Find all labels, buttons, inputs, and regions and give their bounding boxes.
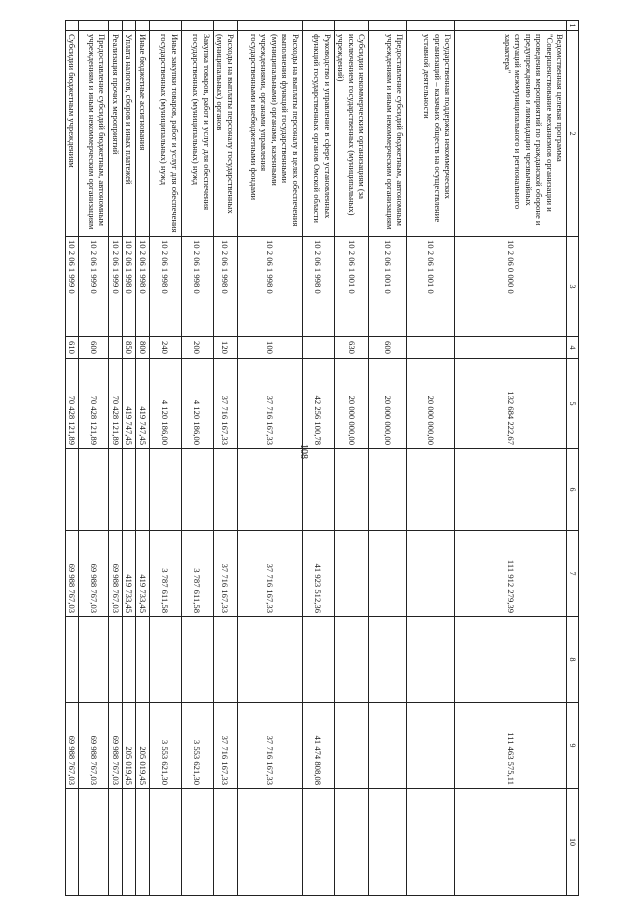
table-row — [149, 21, 181, 896]
row-col1-cell — [79, 21, 109, 31]
row-col7-amount: 69 988 767,03 — [109, 531, 122, 617]
row-kvr-cell — [302, 337, 334, 359]
row-col6-amount — [65, 449, 78, 531]
row-col5-amount: 4 120 186,00 — [149, 359, 181, 449]
row-code-cell: 10 2 06 0 000 0 — [455, 237, 567, 337]
column-number: 2 — [567, 31, 579, 237]
row-col8-amount — [369, 617, 407, 703]
row-col9-amount: 69 988 767,03 — [65, 703, 78, 789]
row-col1-cell — [109, 21, 122, 31]
row-col5-amount: 70 428 121,89 — [79, 359, 109, 449]
row-kvr-cell — [109, 337, 122, 359]
row-col9-amount: 3 553 621,30 — [149, 703, 181, 789]
row-col5-amount: 419 747,45 — [122, 359, 135, 449]
row-col6-amount — [455, 449, 567, 531]
row-kvr-cell: 800 — [136, 337, 149, 359]
row-col9-amount: 111 463 575,11 — [455, 703, 567, 789]
row-col8-amount — [334, 617, 368, 703]
row-col6-amount — [79, 449, 109, 531]
table-row — [455, 21, 567, 896]
row-code-cell: 10 2 06 1 998 0 — [302, 237, 334, 337]
row-col1-cell — [65, 21, 78, 31]
row-code-cell: 10 2 06 1 998 0 — [136, 237, 149, 337]
table-row — [334, 21, 368, 896]
row-name-cell: Ведомственная целевая программа "Совершенствование механизмов организации и проведения мероприятий по гражданской обороне и предупреждению и ликвидации чрезвычайных ситуаций межмуниципального и регионального характера" — [455, 31, 567, 237]
row-col7-amount: 3 787 611,58 — [181, 531, 213, 617]
row-col5-amount: 37 716 167,33 — [213, 359, 237, 449]
row-name-cell: Реализация прочих мероприятий — [109, 31, 122, 237]
table-row — [122, 21, 135, 896]
row-col8-amount — [109, 617, 122, 703]
row-kvr-cell: 600 — [369, 337, 407, 359]
row-col8-amount — [302, 617, 334, 703]
row-name-cell: Предоставление субсидий бюджетным, автономным учреждениям и иным некоммерческим организациям — [369, 31, 407, 237]
row-col10-amount — [369, 789, 407, 896]
row-col8-amount — [237, 617, 302, 703]
table-row — [136, 21, 149, 896]
row-col9-amount: 69 988 767,03 — [109, 703, 122, 789]
row-col8-amount — [407, 617, 455, 703]
row-col6-amount — [181, 449, 213, 531]
row-col9-amount: 69 988 767,03 — [79, 703, 109, 789]
row-col5-amount: 419 747,45 — [136, 359, 149, 449]
row-kvr-cell: 630 — [334, 337, 368, 359]
row-col10-amount — [213, 789, 237, 896]
row-col8-amount — [181, 617, 213, 703]
row-col10-amount — [334, 789, 368, 896]
row-col10-amount — [79, 789, 109, 896]
table-row — [181, 21, 213, 896]
row-col5-amount: 4 120 186,00 — [181, 359, 213, 449]
row-col10-amount — [149, 789, 181, 896]
row-col6-amount — [407, 449, 455, 531]
row-col10-amount — [109, 789, 122, 896]
row-col10-amount — [237, 789, 302, 896]
column-number: 4 — [567, 337, 579, 359]
row-col5-amount: 20 000 000,00 — [334, 359, 368, 449]
row-col10-amount — [65, 789, 78, 896]
row-col8-amount — [149, 617, 181, 703]
row-col5-amount: 132 684 222,67 — [455, 359, 567, 449]
row-col9-amount — [369, 703, 407, 789]
row-kvr-cell — [407, 337, 455, 359]
row-code-cell: 10 2 06 1 999 0 — [79, 237, 109, 337]
row-col7-amount — [407, 531, 455, 617]
row-col6-amount — [369, 449, 407, 531]
row-col8-amount — [455, 617, 567, 703]
row-col6-amount — [213, 449, 237, 531]
row-name-cell: Закупка товаров, работ и услуг для обеспечения государственных (муниципальных) нужд — [181, 31, 213, 237]
row-col7-amount: 37 716 167,33 — [237, 531, 302, 617]
row-name-cell: Иные закупки товаров, работ и услуг для обеспечения государственных (муниципальных) нужд — [149, 31, 181, 237]
row-col5-amount: 70 428 121,89 — [65, 359, 78, 449]
table-row — [369, 21, 407, 896]
row-name-cell: Руководство и управление в сфере установленных функций государственных органов Омской области — [302, 31, 334, 237]
row-col9-amount: 41 474 808,08 — [302, 703, 334, 789]
row-col7-amount: 419 733,45 — [122, 531, 135, 617]
row-kvr-cell: 610 — [65, 337, 78, 359]
column-number: 3 — [567, 237, 579, 337]
row-col5-amount: 20 000 000,00 — [369, 359, 407, 449]
row-code-cell: 10 2 06 1 998 0 — [181, 237, 213, 337]
row-kvr-cell: 600 — [79, 337, 109, 359]
row-code-cell: 10 2 06 1 999 0 — [109, 237, 122, 337]
row-col7-amount: 69 988 767,03 — [79, 531, 109, 617]
row-code-cell: 10 2 06 1 001 0 — [369, 237, 407, 337]
row-col9-amount: 205 019,45 — [122, 703, 135, 789]
page-number: 108 — [298, 444, 309, 459]
row-col9-amount: 37 716 167,33 — [213, 703, 237, 789]
row-col9-amount: 37 716 167,33 — [237, 703, 302, 789]
row-col9-amount — [334, 703, 368, 789]
row-code-cell: 10 2 06 1 001 0 — [334, 237, 368, 337]
row-col9-amount: 3 553 621,30 — [181, 703, 213, 789]
row-col8-amount — [136, 617, 149, 703]
row-name-cell: Расходы на выплаты персоналу государственных (муниципальных) органов — [213, 31, 237, 237]
table-row — [213, 21, 237, 896]
row-col8-amount — [65, 617, 78, 703]
row-name-cell: Субсидии бюджетным учреждениям — [65, 31, 78, 237]
column-number: 8 — [567, 617, 579, 703]
row-name-cell: Иные бюджетные ассигнования — [136, 31, 149, 237]
row-col1-cell — [181, 21, 213, 31]
row-kvr-cell — [455, 337, 567, 359]
row-col7-amount: 3 787 611,58 — [149, 531, 181, 617]
column-number-row — [567, 21, 579, 896]
row-name-cell: Субсидии некоммерческим организациям (за исключением государственных (муниципальных) учреждений) — [334, 31, 368, 237]
row-col1-cell — [122, 21, 135, 31]
row-col10-amount — [302, 789, 334, 896]
row-col6-amount — [149, 449, 181, 531]
column-number: 1 — [567, 21, 579, 31]
row-code-cell: 10 2 06 1 998 0 — [122, 237, 135, 337]
row-col7-amount — [334, 531, 368, 617]
row-col10-amount — [122, 789, 135, 896]
row-col8-amount — [79, 617, 109, 703]
row-col10-amount — [136, 789, 149, 896]
column-number: 9 — [567, 703, 579, 789]
row-code-cell: 10 2 06 1 001 0 — [407, 237, 455, 337]
row-col9-amount — [407, 703, 455, 789]
column-number: 7 — [567, 531, 579, 617]
row-code-cell: 10 2 06 1 998 0 — [237, 237, 302, 337]
row-kvr-cell: 100 — [237, 337, 302, 359]
row-col5-amount: 70 428 121,89 — [109, 359, 122, 449]
column-number: 6 — [567, 449, 579, 531]
row-col6-amount — [136, 449, 149, 531]
row-col8-amount — [122, 617, 135, 703]
table-row — [79, 21, 109, 896]
row-col1-cell — [136, 21, 149, 31]
row-col6-amount — [302, 449, 334, 531]
table-body — [65, 21, 578, 896]
table-row — [65, 21, 78, 896]
row-col10-amount — [455, 789, 567, 896]
budget-table — [65, 20, 579, 896]
row-col1-cell — [237, 21, 302, 31]
row-col5-amount: 37 716 167,33 — [237, 359, 302, 449]
row-col9-amount: 205 019,45 — [136, 703, 149, 789]
row-kvr-cell: 200 — [181, 337, 213, 359]
row-col10-amount — [407, 789, 455, 896]
row-kvr-cell: 120 — [213, 337, 237, 359]
table-row — [302, 21, 334, 896]
row-col1-cell — [369, 21, 407, 31]
row-col8-amount — [213, 617, 237, 703]
table-row — [237, 21, 302, 896]
row-col6-amount — [334, 449, 368, 531]
row-col7-amount: 69 988 767,03 — [65, 531, 78, 617]
row-kvr-cell: 240 — [149, 337, 181, 359]
row-col7-amount: 41 923 512,36 — [302, 531, 334, 617]
row-col6-amount — [237, 449, 302, 531]
row-col7-amount — [369, 531, 407, 617]
row-col1-cell — [213, 21, 237, 31]
row-kvr-cell: 850 — [122, 337, 135, 359]
row-code-cell: 10 2 06 1 999 0 — [65, 237, 78, 337]
row-col1-cell — [302, 21, 334, 31]
table-row — [109, 21, 122, 896]
row-col7-amount: 37 716 167,33 — [213, 531, 237, 617]
row-name-cell: Государственная поддержка некоммерческих организаций – казачьих обществ на осуществление уставной деятельности — [407, 31, 455, 237]
row-col6-amount — [122, 449, 135, 531]
row-code-cell: 10 2 06 1 998 0 — [213, 237, 237, 337]
row-col7-amount: 419 733,45 — [136, 531, 149, 617]
row-name-cell: Расходы на выплаты персоналу в целях обеспечения выполнения функций государственными (муниципальными) органами, казенными учреждениями, органами управления государственными внебюджетными фондами — [237, 31, 302, 237]
row-col1-cell — [334, 21, 368, 31]
row-name-cell: Предоставление субсидий бюджетным, автономным учреждениям и иным некоммерческим организациям — [79, 31, 109, 237]
row-col1-cell — [149, 21, 181, 31]
row-col5-amount: 42 256 100,78 — [302, 359, 334, 449]
column-number: 5 — [567, 359, 579, 449]
row-col1-cell — [455, 21, 567, 31]
row-code-cell: 10 2 06 1 998 0 — [149, 237, 181, 337]
budget-table-rotated — [51, 20, 579, 895]
row-col1-cell — [407, 21, 455, 31]
row-col7-amount: 111 912 279,39 — [455, 531, 567, 617]
column-number: 10 — [567, 789, 579, 896]
row-col6-amount — [109, 449, 122, 531]
row-name-cell: Уплата налогов, сборов и иных платежей — [122, 31, 135, 237]
row-col5-amount: 20 000 000,00 — [407, 359, 455, 449]
table-row — [407, 21, 455, 896]
row-col10-amount — [181, 789, 213, 896]
